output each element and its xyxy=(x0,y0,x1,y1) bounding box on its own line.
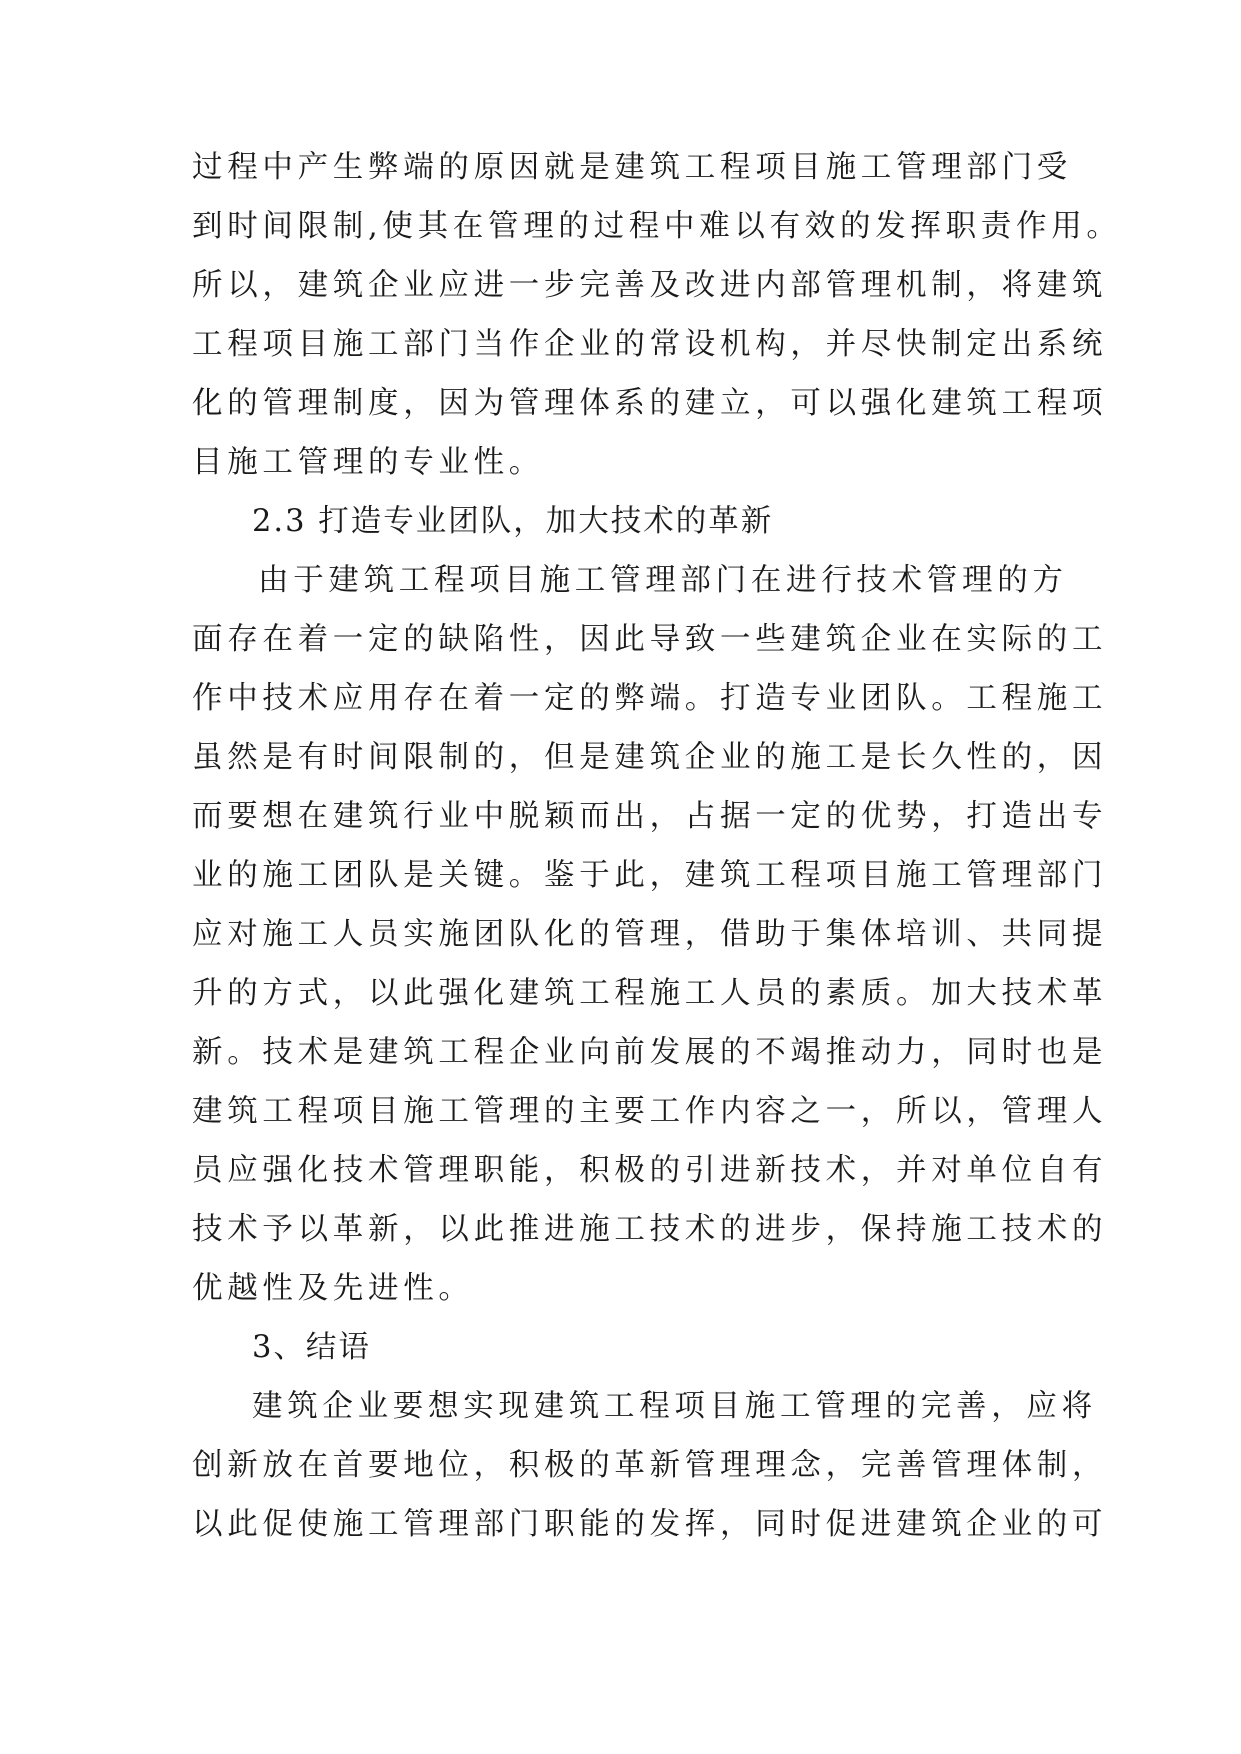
body-line: 以此促使施工管理部门职能的发挥，同时促进建筑企业的可 xyxy=(192,1507,1108,1542)
body-line: 目施工管理的专业性。 xyxy=(192,445,544,480)
section-heading: 3、结语 xyxy=(252,1330,371,1365)
body-line: 由于建筑工程项目施工管理部门在进行技术管理的方 xyxy=(258,563,1068,598)
body-line: 面存在着一定的缺陷性，因此导致一些建筑企业在实际的工 xyxy=(192,622,1108,657)
body-line: 作中技术应用存在着一定的弊端。打造专业团队。工程施工 xyxy=(192,681,1108,716)
section-heading: 2.3 打造专业团队，加大技术的革新 xyxy=(252,504,774,539)
body-line: 虽然是有时间限制的，但是建筑企业的施工是长久性的，因 xyxy=(192,740,1108,775)
body-line: 技术予以革新，以此推进施工技术的进步，保持施工技术的 xyxy=(192,1212,1108,1247)
body-line: 员应强化技术管理职能，积极的引进新技术，并对单位自有 xyxy=(192,1153,1108,1188)
body-line: 化的管理制度，因为管理体系的建立，可以强化建筑工程项 xyxy=(192,386,1108,421)
body-line: 所以，建筑企业应进一步完善及改进内部管理机制，将建筑 xyxy=(192,268,1108,303)
body-line: 到时间限制,使其在管理的过程中难以有效的发挥职责作用。 xyxy=(192,209,1122,244)
body-line: 优越性及先进性。 xyxy=(192,1271,474,1306)
body-line: 建筑工程项目施工管理的主要工作内容之一，所以，管理人 xyxy=(192,1094,1108,1129)
body-line: 而要想在建筑行业中脱颖而出，占据一定的优势，打造出专 xyxy=(192,799,1108,834)
body-line: 过程中产生弊端的原因就是建筑工程项目施工管理部门受 xyxy=(192,150,1072,185)
body-line: 业的施工团队是关键。鉴于此，建筑工程项目施工管理部门 xyxy=(192,858,1108,893)
body-line: 创新放在首要地位，积极的革新管理理念，完善管理体制， xyxy=(192,1448,1108,1483)
body-line: 建筑企业要想实现建筑工程项目施工管理的完善，应将 xyxy=(252,1389,1097,1424)
body-line: 升的方式，以此强化建筑工程施工人员的素质。加大技术革 xyxy=(192,976,1108,1011)
body-line: 应对施工人员实施团队化的管理，借助于集体培训、共同提 xyxy=(192,917,1108,952)
body-line: 工程项目施工部门当作企业的常设机构，并尽快制定出系统 xyxy=(192,327,1108,362)
body-line: 新。技术是建筑工程企业向前发展的不竭推动力，同时也是 xyxy=(192,1035,1108,1070)
